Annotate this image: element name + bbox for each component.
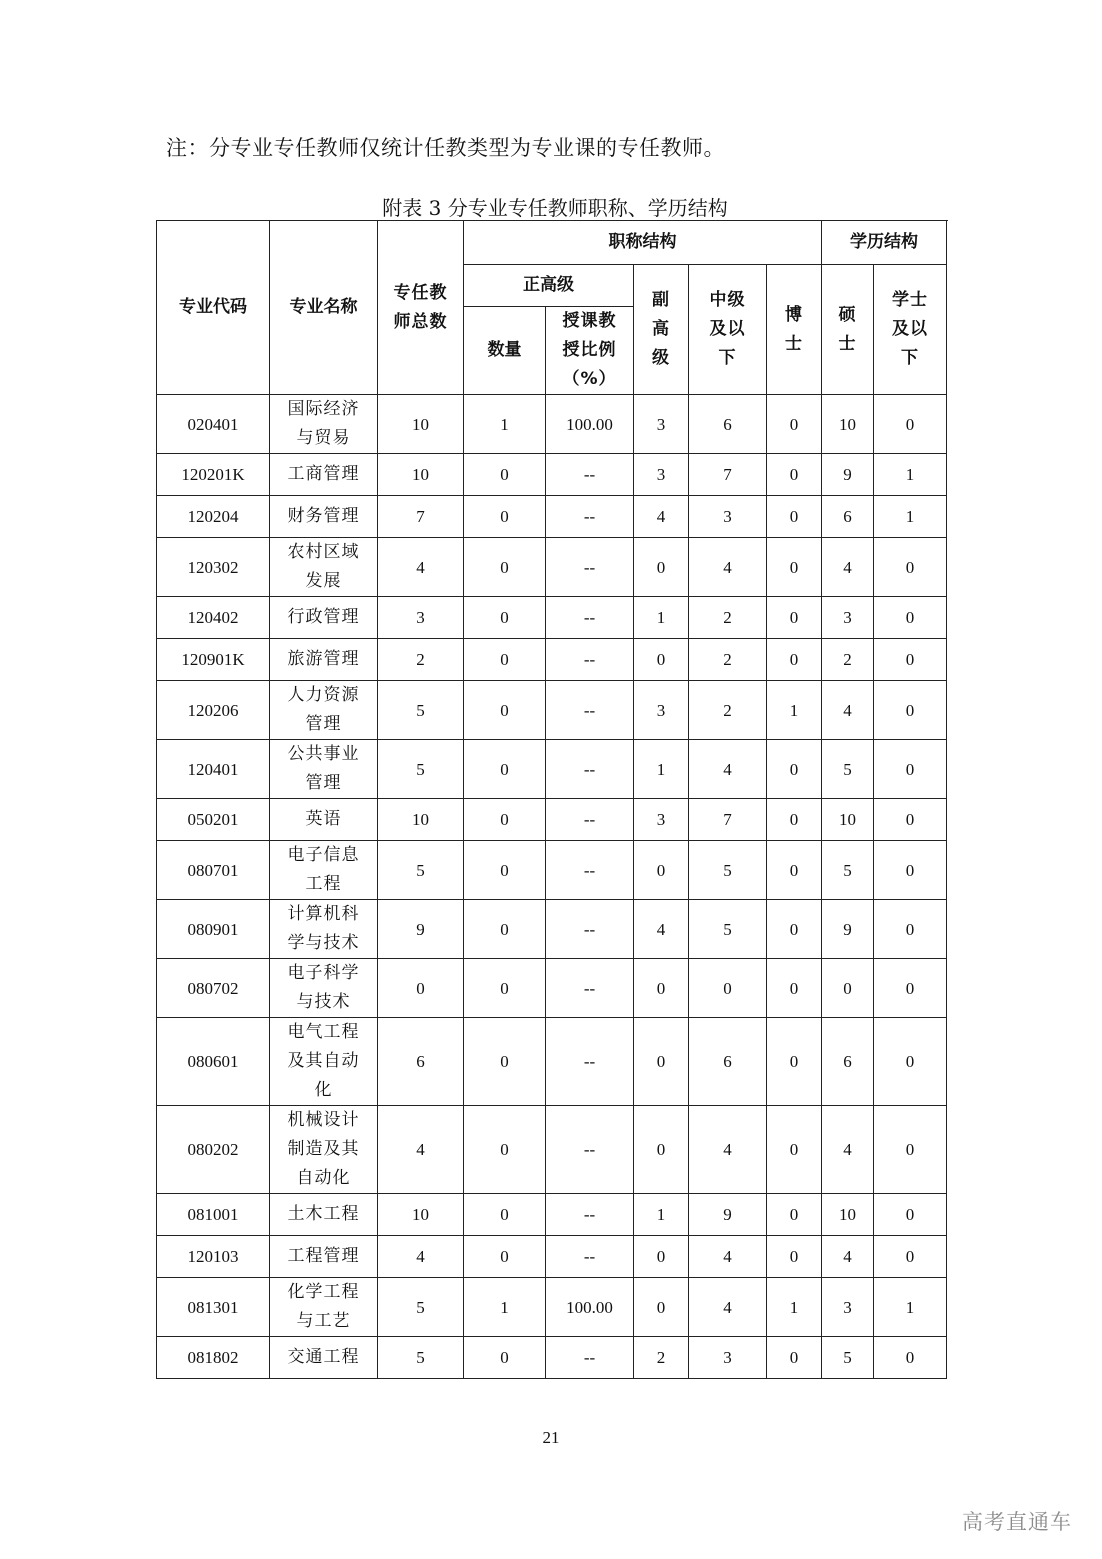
cell-name: 机械设计制造及其自动化 xyxy=(270,1106,378,1194)
cell-senior: 0 xyxy=(464,454,546,496)
cell-senior: 0 xyxy=(464,799,546,841)
cell-total: 10 xyxy=(378,1194,464,1236)
cell-name: 旅游管理 xyxy=(270,639,378,681)
cell-phd: 0 xyxy=(767,538,822,597)
cell-phd: 0 xyxy=(767,1018,822,1106)
cell-ratio: 100.00 xyxy=(546,1278,634,1337)
cell-bachelor: 0 xyxy=(874,1236,947,1278)
cell-associate: 0 xyxy=(634,639,689,681)
cell-name: 国际经济与贸易 xyxy=(270,395,378,454)
cell-ratio: -- xyxy=(546,1194,634,1236)
cell-code: 080601 xyxy=(157,1018,270,1106)
teacher-structure-table xyxy=(156,220,947,1379)
cell-name: 交通工程 xyxy=(270,1337,378,1379)
cell-phd: 0 xyxy=(767,496,822,538)
cell-master: 10 xyxy=(822,395,874,454)
cell-associate: 0 xyxy=(634,1106,689,1194)
cell-bachelor: 0 xyxy=(874,1018,947,1106)
cell-total: 7 xyxy=(378,496,464,538)
cell-phd: 0 xyxy=(767,597,822,639)
cell-ratio: -- xyxy=(546,496,634,538)
cell-total: 5 xyxy=(378,841,464,900)
cell-name: 计算机科学与技术 xyxy=(270,900,378,959)
cell-code: 080901 xyxy=(157,900,270,959)
cell-associate: 2 xyxy=(634,1337,689,1379)
cell-name: 工程管理 xyxy=(270,1236,378,1278)
header-middle: 中级及以下 xyxy=(689,265,767,395)
cell-phd: 0 xyxy=(767,1194,822,1236)
header-ratio: 授课教授比例（%） xyxy=(546,307,634,395)
cell-bachelor: 0 xyxy=(874,841,947,900)
cell-phd: 0 xyxy=(767,740,822,799)
cell-bachelor: 0 xyxy=(874,597,947,639)
cell-middle: 3 xyxy=(689,1337,767,1379)
cell-code: 120302 xyxy=(157,538,270,597)
cell-bachelor: 0 xyxy=(874,639,947,681)
cell-ratio: 100.00 xyxy=(546,395,634,454)
cell-associate: 0 xyxy=(634,841,689,900)
cell-middle: 2 xyxy=(689,597,767,639)
table-row xyxy=(157,1236,947,1278)
cell-phd: 0 xyxy=(767,959,822,1018)
cell-senior: 0 xyxy=(464,841,546,900)
table-note: 注：分专业专任教师仅统计任教类型为专业课的专任教师。 xyxy=(166,136,725,160)
cell-phd: 0 xyxy=(767,1337,822,1379)
cell-senior: 1 xyxy=(464,395,546,454)
cell-phd: 0 xyxy=(767,454,822,496)
header-phd: 博士 xyxy=(767,265,822,395)
cell-total: 9 xyxy=(378,900,464,959)
cell-associate: 3 xyxy=(634,454,689,496)
table-caption: 附表 3 分专业专任教师职称、学历结构 xyxy=(382,196,728,220)
cell-ratio: -- xyxy=(546,1106,634,1194)
cell-associate: 4 xyxy=(634,900,689,959)
header-edu-structure: 学历结构 xyxy=(822,221,947,265)
cell-middle: 6 xyxy=(689,1018,767,1106)
cell-middle: 5 xyxy=(689,841,767,900)
cell-associate: 0 xyxy=(634,959,689,1018)
header-count: 数量 xyxy=(464,307,546,395)
cell-total: 6 xyxy=(378,1018,464,1106)
cell-middle: 7 xyxy=(689,454,767,496)
cell-associate: 3 xyxy=(634,395,689,454)
table-row xyxy=(157,1337,947,1379)
cell-master: 0 xyxy=(822,959,874,1018)
cell-phd: 0 xyxy=(767,900,822,959)
cell-total: 5 xyxy=(378,681,464,740)
cell-master: 10 xyxy=(822,799,874,841)
cell-master: 4 xyxy=(822,1236,874,1278)
cell-middle: 7 xyxy=(689,799,767,841)
cell-master: 6 xyxy=(822,496,874,538)
cell-bachelor: 0 xyxy=(874,681,947,740)
cell-senior: 0 xyxy=(464,900,546,959)
cell-name: 工商管理 xyxy=(270,454,378,496)
cell-total: 10 xyxy=(378,799,464,841)
cell-bachelor: 1 xyxy=(874,496,947,538)
cell-phd: 0 xyxy=(767,395,822,454)
cell-middle: 4 xyxy=(689,1106,767,1194)
header-senior: 正高级 xyxy=(464,265,634,307)
cell-middle: 3 xyxy=(689,496,767,538)
cell-code: 120103 xyxy=(157,1236,270,1278)
cell-bachelor: 0 xyxy=(874,1337,947,1379)
cell-middle: 4 xyxy=(689,1278,767,1337)
cell-associate: 0 xyxy=(634,1278,689,1337)
page-number: 21 xyxy=(542,1428,560,1447)
cell-ratio: -- xyxy=(546,740,634,799)
cell-associate: 4 xyxy=(634,496,689,538)
table-row xyxy=(157,1106,947,1194)
cell-master: 2 xyxy=(822,639,874,681)
cell-name: 电子信息工程 xyxy=(270,841,378,900)
cell-name: 农村区域发展 xyxy=(270,538,378,597)
cell-senior: 0 xyxy=(464,496,546,538)
cell-code: 120206 xyxy=(157,681,270,740)
cell-middle: 4 xyxy=(689,538,767,597)
table-row xyxy=(157,454,947,496)
cell-master: 9 xyxy=(822,454,874,496)
table-row xyxy=(157,639,947,681)
cell-master: 5 xyxy=(822,740,874,799)
cell-master: 4 xyxy=(822,681,874,740)
cell-bachelor: 0 xyxy=(874,740,947,799)
cell-name: 化学工程与工艺 xyxy=(270,1278,378,1337)
cell-code: 080702 xyxy=(157,959,270,1018)
cell-bachelor: 0 xyxy=(874,1194,947,1236)
cell-code: 050201 xyxy=(157,799,270,841)
cell-phd: 1 xyxy=(767,681,822,740)
header-total: 专任教师总数 xyxy=(378,221,464,395)
cell-name: 财务管理 xyxy=(270,496,378,538)
cell-associate: 3 xyxy=(634,681,689,740)
cell-ratio: -- xyxy=(546,454,634,496)
cell-code: 081802 xyxy=(157,1337,270,1379)
header-bachelor: 学士及以下 xyxy=(874,265,947,395)
cell-phd: 0 xyxy=(767,639,822,681)
cell-code: 081301 xyxy=(157,1278,270,1337)
table-row xyxy=(157,395,947,454)
cell-code: 080202 xyxy=(157,1106,270,1194)
table-row xyxy=(157,538,947,597)
cell-associate: 3 xyxy=(634,799,689,841)
header-associate: 副高级 xyxy=(634,265,689,395)
table-row xyxy=(157,959,947,1018)
cell-ratio: -- xyxy=(546,1337,634,1379)
cell-phd: 0 xyxy=(767,1236,822,1278)
cell-code: 081001 xyxy=(157,1194,270,1236)
header-code: 专业代码 xyxy=(157,221,270,395)
table-row xyxy=(157,496,947,538)
cell-senior: 0 xyxy=(464,1236,546,1278)
cell-middle: 9 xyxy=(689,1194,767,1236)
cell-ratio: -- xyxy=(546,799,634,841)
cell-total: 5 xyxy=(378,1278,464,1337)
cell-associate: 1 xyxy=(634,1194,689,1236)
cell-code: 120402 xyxy=(157,597,270,639)
cell-master: 4 xyxy=(822,538,874,597)
cell-senior: 0 xyxy=(464,1018,546,1106)
cell-ratio: -- xyxy=(546,1236,634,1278)
cell-ratio: -- xyxy=(546,900,634,959)
cell-senior: 0 xyxy=(464,538,546,597)
table-row xyxy=(157,740,947,799)
table-row xyxy=(157,681,947,740)
cell-name: 电气工程及其自动化 xyxy=(270,1018,378,1106)
cell-code: 120401 xyxy=(157,740,270,799)
header-title-structure: 职称结构 xyxy=(464,221,822,265)
cell-master: 6 xyxy=(822,1018,874,1106)
table-row xyxy=(157,841,947,900)
cell-code: 020401 xyxy=(157,395,270,454)
table-row xyxy=(157,1018,947,1106)
cell-master: 10 xyxy=(822,1194,874,1236)
cell-phd: 0 xyxy=(767,841,822,900)
cell-master: 4 xyxy=(822,1106,874,1194)
cell-middle: 2 xyxy=(689,639,767,681)
table-row xyxy=(157,900,947,959)
cell-ratio: -- xyxy=(546,597,634,639)
cell-associate: 1 xyxy=(634,740,689,799)
table-row xyxy=(157,799,947,841)
cell-name: 英语 xyxy=(270,799,378,841)
cell-bachelor: 0 xyxy=(874,1106,947,1194)
cell-senior: 0 xyxy=(464,1106,546,1194)
cell-total: 4 xyxy=(378,538,464,597)
cell-master: 3 xyxy=(822,597,874,639)
cell-name: 人力资源管理 xyxy=(270,681,378,740)
cell-total: 5 xyxy=(378,740,464,799)
cell-senior: 0 xyxy=(464,597,546,639)
cell-middle: 0 xyxy=(689,959,767,1018)
cell-total: 4 xyxy=(378,1106,464,1194)
cell-bachelor: 0 xyxy=(874,538,947,597)
table-row xyxy=(157,597,947,639)
cell-associate: 0 xyxy=(634,1236,689,1278)
cell-middle: 5 xyxy=(689,900,767,959)
cell-ratio: -- xyxy=(546,841,634,900)
cell-phd: 0 xyxy=(767,1106,822,1194)
cell-code: 080701 xyxy=(157,841,270,900)
cell-phd: 1 xyxy=(767,1278,822,1337)
watermark: 高考直通车 xyxy=(962,1510,1072,1534)
cell-senior: 0 xyxy=(464,1337,546,1379)
cell-bachelor: 0 xyxy=(874,900,947,959)
cell-senior: 0 xyxy=(464,1194,546,1236)
cell-ratio: -- xyxy=(546,639,634,681)
cell-middle: 2 xyxy=(689,681,767,740)
cell-middle: 6 xyxy=(689,395,767,454)
cell-bachelor: 0 xyxy=(874,799,947,841)
cell-code: 120201K xyxy=(157,454,270,496)
cell-master: 5 xyxy=(822,841,874,900)
cell-bachelor: 1 xyxy=(874,1278,947,1337)
cell-senior: 0 xyxy=(464,740,546,799)
cell-name: 电子科学与技术 xyxy=(270,959,378,1018)
header-name: 专业名称 xyxy=(270,221,378,395)
cell-bachelor: 0 xyxy=(874,959,947,1018)
cell-total: 10 xyxy=(378,395,464,454)
cell-middle: 4 xyxy=(689,740,767,799)
cell-master: 9 xyxy=(822,900,874,959)
cell-total: 2 xyxy=(378,639,464,681)
cell-master: 3 xyxy=(822,1278,874,1337)
table-row xyxy=(157,1278,947,1337)
cell-bachelor: 0 xyxy=(874,395,947,454)
table-row xyxy=(157,1194,947,1236)
cell-ratio: -- xyxy=(546,538,634,597)
header-master: 硕士 xyxy=(822,265,874,395)
cell-code: 120901K xyxy=(157,639,270,681)
cell-total: 0 xyxy=(378,959,464,1018)
cell-associate: 0 xyxy=(634,1018,689,1106)
cell-name: 行政管理 xyxy=(270,597,378,639)
cell-phd: 0 xyxy=(767,799,822,841)
cell-senior: 0 xyxy=(464,681,546,740)
cell-total: 3 xyxy=(378,597,464,639)
cell-master: 5 xyxy=(822,1337,874,1379)
cell-associate: 0 xyxy=(634,538,689,597)
cell-name: 土木工程 xyxy=(270,1194,378,1236)
cell-code: 120204 xyxy=(157,496,270,538)
cell-total: 4 xyxy=(378,1236,464,1278)
cell-total: 5 xyxy=(378,1337,464,1379)
cell-bachelor: 1 xyxy=(874,454,947,496)
cell-total: 10 xyxy=(378,454,464,496)
cell-ratio: -- xyxy=(546,959,634,1018)
cell-senior: 0 xyxy=(464,639,546,681)
cell-associate: 1 xyxy=(634,597,689,639)
cell-middle: 4 xyxy=(689,1236,767,1278)
cell-ratio: -- xyxy=(546,681,634,740)
cell-senior: 1 xyxy=(464,1278,546,1337)
cell-ratio: -- xyxy=(546,1018,634,1106)
cell-name: 公共事业管理 xyxy=(270,740,378,799)
cell-senior: 0 xyxy=(464,959,546,1018)
